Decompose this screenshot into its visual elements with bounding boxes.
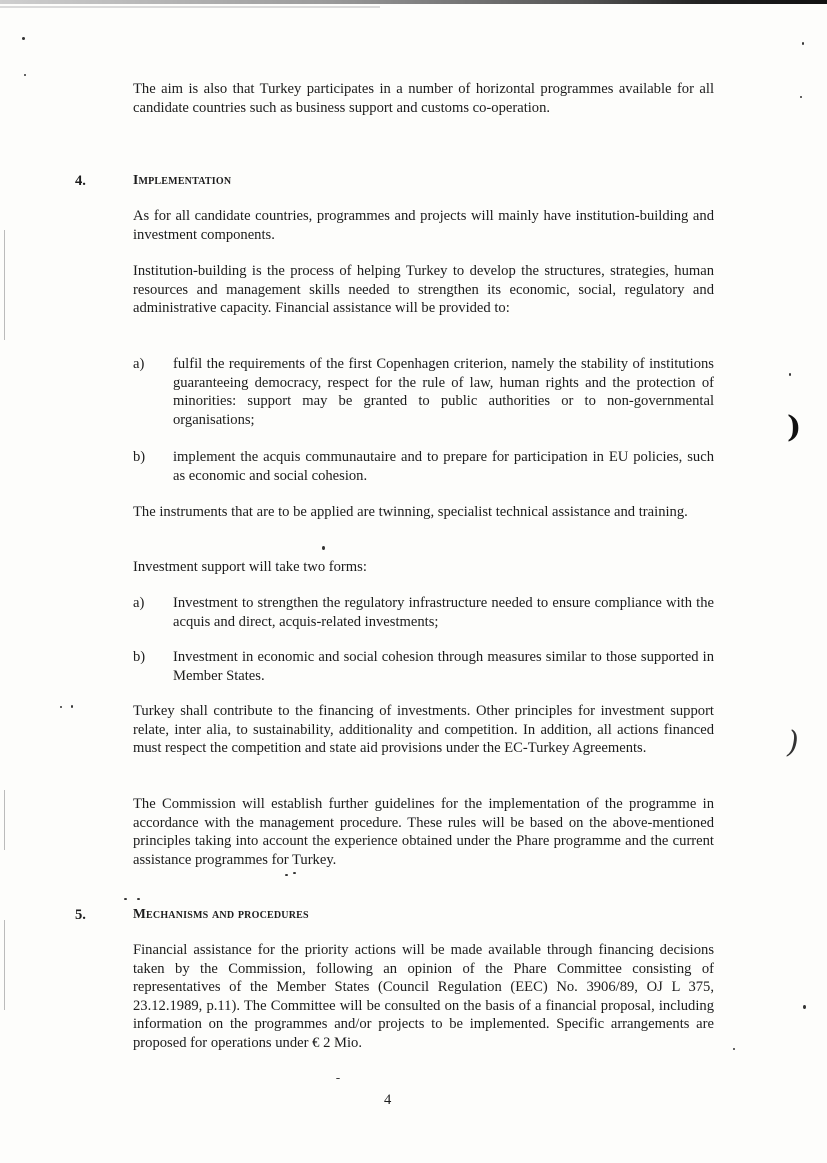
scan-speck (293, 872, 296, 874)
list-item-text: Investment to strengthen the regulatory infrastructure needed to ensure compliance with the acquis and direct, acquis-related investments; (173, 595, 714, 630)
investment-intro: Investment support will take two forms: (133, 559, 367, 575)
scan-speck (60, 706, 62, 708)
section-4-number: 4. (75, 173, 86, 189)
section-4-heading: Implementation (133, 172, 232, 187)
scan-speck (124, 898, 127, 900)
list-item (133, 594, 714, 631)
scan-speck (803, 1005, 806, 1009)
scan-speck (137, 898, 140, 900)
scan-margin-line (4, 920, 5, 1010)
intro-paragraph: The aim is also that Turkey participates in a number of horizontal programmes available for all candidate countries such as business support and customs co-operation. (133, 81, 714, 116)
scan-speck (800, 96, 802, 98)
scan-speck (285, 874, 288, 876)
list-marker: b) (133, 649, 146, 665)
section-4-paragraph-2: Institution-building is the process of helping Turkey to develop the structures, strategies, human resources and management skills needed to strengthen its economic, social, regulatory and administrative capacity. Financial assistance will be provided to: (133, 263, 714, 317)
scan-speck (22, 37, 25, 40)
scan-speck (733, 1048, 735, 1050)
scan-hole-mark: ) (787, 725, 799, 760)
list-item (133, 355, 714, 429)
section-5-number: 5. (75, 907, 86, 923)
scan-speck (802, 42, 804, 45)
scan-hole-mark: ) (787, 410, 802, 445)
list-marker: b) (133, 449, 146, 465)
list-item (133, 448, 714, 485)
list-item-text: Investment in economic and social cohesion through measures similar to those supported in Member States. (173, 649, 714, 684)
scan-speck (789, 373, 791, 376)
list-item-text: fulfil the requirements of the first Copenhagen criterion, namely the stability of institutions guaranteeing democracy, respect for the rule of law, human rights and the protection of minorities: support may be granted to public authorities or to non-governmental organisations; (173, 356, 714, 428)
page-number: 4 (384, 1092, 392, 1108)
scan-top-edge (0, 0, 827, 4)
section-4-paragraph-1: As for all candidate countries, programmes and projects will mainly have institution-building and investment components. (133, 208, 714, 243)
scan-top-edge-faint (0, 6, 380, 8)
section-5-paragraph: Financial assistance for the priority actions will be made available through financing decisions taken by the Commission, following an opinion of the Phare Committee consisting of representatives of the Member States (Council Regulation (EEC) No. 3906/89, OJ L 375, 23.12.1989, p.11). The Committee will be consulted on the basis of a financial proposal, including information on the programmes and/or projects to be implemented. Specific arrangements are proposed for operations under € 2 Mio. (133, 942, 714, 1051)
list-item-text: implement the acquis communautaire and to prepare for participation in EU policies, such as economic and social cohesion. (173, 449, 714, 484)
scan-speck (322, 546, 325, 550)
guidelines-paragraph: The Commission will establish further guidelines for the implementation of the programme in accordance with the management procedure. These rules will be based on the above-mentioned principles taking into account the experience obtained under the Phare programme and the current assistance programmes for Turkey. (133, 796, 714, 868)
scan-margin-line (4, 790, 5, 850)
list-item (133, 648, 714, 685)
list-marker: a) (133, 595, 145, 611)
list-marker: a) (133, 356, 145, 372)
instruments-paragraph: The instruments that are to be applied are twinning, specialist technical assistance and training. (133, 504, 688, 520)
contribution-paragraph: Turkey shall contribute to the financing of investments. Other principles for investment support relate, inter alia, to sustainability, additionality and competition. In addition, all actions financed must respect the competition and state aid provisions under the EC-Turkey Agreements. (133, 703, 714, 757)
scan-speck (24, 74, 26, 76)
scan-speck (336, 1078, 340, 1079)
scan-margin-line (4, 230, 5, 340)
scan-speck (71, 705, 73, 708)
section-5-heading: Mechanisms and procedures (133, 906, 309, 921)
